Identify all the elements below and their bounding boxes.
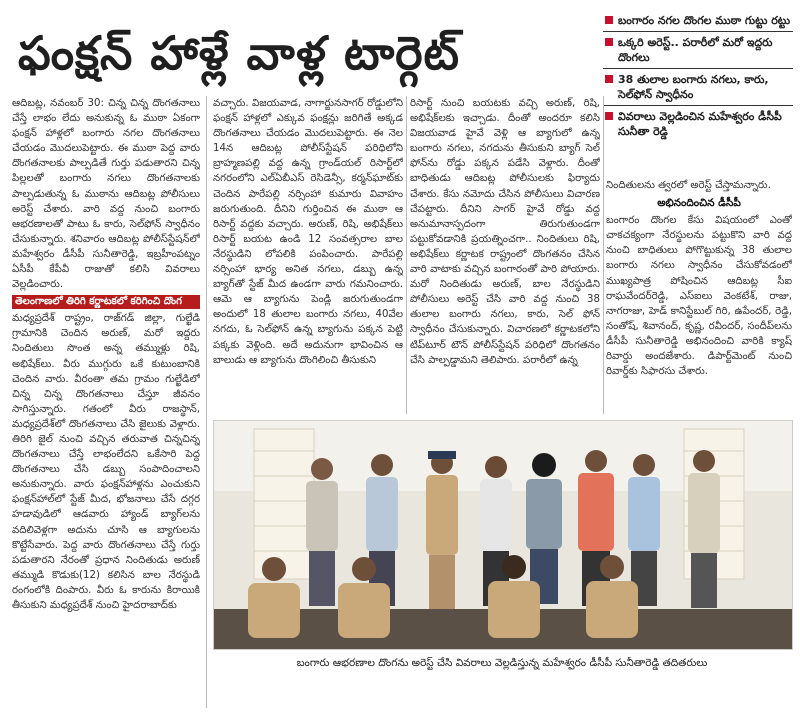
article-paragraph: మధ్యప్రదేశ్ రాష్ట్రం, రాజ్‌గడ్ జిల్లా, గుల్ఖేడి గ్రామానికి చెందిన అరుణ్, మరో ఇద్దరు నిందితులు సొంత అన్న తమ్ముళ్లు రిషి, అభిషేక్‌లు. వీరు ముగ్గురు ఒకే కుటుంబానికి చెందిన వారు. వీరంతా తమ గ్రామం గుల్ఖేడిలో చిన్న చిన్న దొంగతనాలు చేస్తూ జీవనం సాగిస్తున్నారు. గతంలో వీరు రాజస్థాన్, మధ్యప్రదేశ్‌లో దొంగతనాలు చేసి జైలుకు వెళ్లారు. తిరిగి జైల్ నుంచి వచ్చిన తరువాత చిన్నచిన్న దొంగతనాలు చేస్తే లాభంలేదని ఒకేసారి పెద్ద దొంగతనాలు చేసి డబ్బు సంపాదించాలని అనుకున్నారు. వారు ఫంక్షన్‌హాళ్లను ఎంచుకుని ఫంక్షన్‌హాల్‌లో స్టేజ్ మీద, భోజనాలు చేసే దగ్గర హడావుడిలో ఆడవారు హ్యాండ్ బ్యాగ్‌లను వదిలివెళ్లగా అదును చూసి ఆ బ్యాగులను కొట్టేసేవారు. పెద్ద వారు దొంగతనాలు చేస్తే గుర్తు పడుతారని నేరంతో ప్రధాన నిందితుడు అరుణ్ తమ్ముడి కొడుకు(12) కలిసిన బాల నేరస్థుడి రంగంలోకి దింపారు. వీరు ఓ కారును కిరాయికి తీసుకుని మధ్యప్రదేశ్ నుంచి హైదరాబాద్‌కు (12, 313, 200, 611)
column-divider (206, 96, 207, 708)
bullet-square-icon (605, 112, 613, 120)
column-divider (406, 96, 407, 414)
article-paragraph: నిందితులను త్వరలో అరెస్ట్ చేస్తామన్నారు. (606, 180, 771, 191)
article-paragraph: వచ్చారు. విజయవాడ, నాగార్జునసాగర్ రోడ్డులోని ఫంక్షన్ హాళ్లలో ఎక్కువ ఫంక్షన్లు జరిగితే అక్కడ దొంగతనాలు చేయడం మొదలుపెట్టారు. ఈ నెల 14న ఆదిబట్ల పోలీస్‌స్టేషన్ పరిధిలోని బ్రాహ్మణపల్లి వద్ద ఉన్న గ్రాండ్‌యల్ రిసార్ట్‌లో నగరంలోని ఎల్ఏబీఎస్ రెసిడెన్సీ, కర్మన్‌ఘాట్‌కు చెందిన పారేపల్లి నర్సింహా కుమారు వివాహం జరుగుతుంది. దీనిని గుర్తించిన ఈ ముఠా ఆ రిసార్ట్ వద్దకు వచ్చారు. అరుణ్, రిషి, అభిషేక్‌లు రిసార్ట్ బయట ఉండి 12 సంవత్సరాల బాల నేరస్థుడిని లోపలికి పంపించారు. పారేపల్లి నర్సింహా భార్య అనిత నగలు, డబ్బు ఉన్న బ్యాగ్‌తో స్టేజ్ మీద ఉండగా వారు గమనించారు. ఆమె ఆ బ్యాగును పెండ్లి జరుగుతుండగా అందులో 18 తులాల బంగారు నగలు, 40వేల నగదు, ఓ సెల్‌ఫోన్ ఉన్న బ్యాగును పక్కన పెట్టి పక్కకు వెళ్లింది. అదే అదునుగా భావించిన ఆ బాలుడు ఆ బ్యాగును దొంగిలించి తీసుకుని (213, 98, 403, 366)
article-column-3 (410, 96, 600, 414)
highlight-item (603, 31, 793, 68)
highlight-text: 38 తులాల బంగారు నగలు, కారు, సెల్‌ఫోన్ స్వాధీనం (618, 73, 769, 101)
column-divider (603, 96, 604, 414)
highlight-item (603, 105, 793, 142)
bullet-square-icon (605, 16, 613, 24)
article-paragraph: ఆదిబట్ల, నవంబర్ 30: చిన్న చిన్న దొంగతనాలు చేస్తే లాభం లేదు అనుకున్న ఓ ముఠా ఏకంగా ఫంక్షన్ హాళ్లలో బంగారు నగల దొంగతనాలు చేయడం మొదలుపెట్టారు. ఈ ముఠా పెద్ద వారు దొంగతనాలకు పాల్పడితే గుర్తు పడుతారని చిన్న పిల్లలతో బంగారు నగలు దొంగతనాలకు పాల్పడుతున్న ఓ ముఠాను ఆదిబట్ల పోలీసులు అరెస్ట్ చేశారు. వారి వద్ద నుంచి బంగారు ఆభరణాలతో పాటు ఓ కారు, సెల్‌ఫోన్ స్వాధీనం చేసుకున్నారు. శనివారం ఆదిబట్ల పోలీస్‌స్టేషన్‌లో మహేశ్వరం డీసీపీ సునీతారెడ్డి, ఇబ్రహీంపట్నం ఏసీపీ కేపీవీ రాజుతో కలిసి వివరాలు వెల్లడించారు. (12, 98, 200, 291)
highlight-text: వివరాలు వెల్లడించిన మహేశ్వరం డీసీపీ సునీతా రెడ్డి (618, 110, 782, 138)
highlights-box (603, 10, 793, 142)
article-column-4 (606, 178, 792, 414)
police-press-meet-illustration (214, 421, 792, 649)
bullet-square-icon (605, 75, 613, 83)
highlight-text: ఒక్కరి అరెస్ట్.. పరారీలో మరో ఇద్దరు దొంగలు (618, 36, 773, 64)
article-column-1 (12, 96, 200, 708)
article-paragraph: రిసార్ట్ నుంచి బయటకు వచ్చి అరుణ్, రిషి, అభిషేక్‌లకు ఇచ్చాడు. దీంతో అందరూ కలిసి విజయవాడ హైవే వెళ్లి ఆ బ్యాగులో ఉన్న బంగారు నగలు, నగదును తీసుకుని బ్యాగ్ సెల్ ఫోన్‌ను రోడ్డు పక్కన పడేసి వెళ్లారు. దీంతో బాధితుడు ఆదిబట్ల పోలీసులకు ఫిర్యాదు చేశారు. కేసు నమోదు చేసిన పోలీసులు విచారణ చేపట్టారు. దీనిని సాగర్ హైవే రోడ్డు వద్ద అనుమానాస్పదంగా తిరుగుతుండగా పట్టుకోవడానికి ప్రయత్నించగా.. నిందితులు రిషి, అభిషేక్‌లు కర్ణాటక రాష్ట్రంలో దొంగతనం చేసిన వారి వాటాకు వచ్చిన బంగారంతో పారి పోయారు. మరో నిందితుడు అరుణ్, బాల నేరస్థుడిని పోలీసులు అరెస్ట్ చేసి వారి వద్ద నుంచి 38 తులాల బంగారు నగలు, కారు, సెల్ ఫోన్ స్వాధీనం చేసుకున్నారు. విచారణలో కర్ణాటకలోని టిప్‌టూర్ టౌన్ పోలీస్‌స్టేషన్ పరిధిలో దొంగతనం చేసి పాల్పడ్డామని తెలిపారు. పరారీలో ఉన్న (410, 98, 600, 366)
article-paragraph: బంగారం దొంగల కేసు విషయంలో ఎంతో చాకచక్యంగా నేరస్థులను పట్టుకొని వారి వద్ద నుంచి బాధితులు పోగొట్టుకున్న 38 తులాల బంగారు నగలు స్వాధీనం చేసుకోవడంలో ముఖ్యపాత్ర పోషించిన ఆదిబట్ల సీఐ రాఘవేందర్‌రెడ్డి, ఎస్ఐలు వెంకటేశ్, రాజు, నాగరాజు, హెడ్ కానిస్టేబుల్ గిరి, ఉపేందర్, రెడ్డి, సంతోష్, శివానంద్, కృష్ణ, రవీందర్, సందీప్‌లను డీసీపీ సునీతారెడ్డి అభినందించి వారికి క్యాష్ రివార్డు అందజేశారు. డిపార్ట్‌మెంట్ నుంచి రివార్డ్‌కు సిఫారసు చేశారు. (606, 215, 792, 378)
section-subheading: అభినందించిన డీసీపీ (657, 197, 741, 210)
headline: ఫంక్షన్ హాళ్లే వాళ్ల టార్గెట్ (18, 26, 461, 80)
highlight-text: బంగారం నగల దొంగల ముఠా గుట్టు రట్టు (618, 14, 791, 27)
highlight-item (603, 68, 793, 105)
bullet-square-icon (605, 38, 613, 46)
section-subheading: తెలంగాణలో తిరిగి కర్ణాటకలో కరిగించి దొంగ (12, 295, 200, 309)
highlight-item (603, 10, 793, 31)
article-column-2 (213, 96, 403, 414)
news-photo (213, 420, 793, 650)
photo-caption: బంగారు ఆభరణాల దొంగను అరెస్ట్ చేసి వివరాలు వెల్లడిస్తున్న మహేశ్వరం డీసీపీ సునీతారెడ్డి తదితరులు (296, 657, 708, 669)
